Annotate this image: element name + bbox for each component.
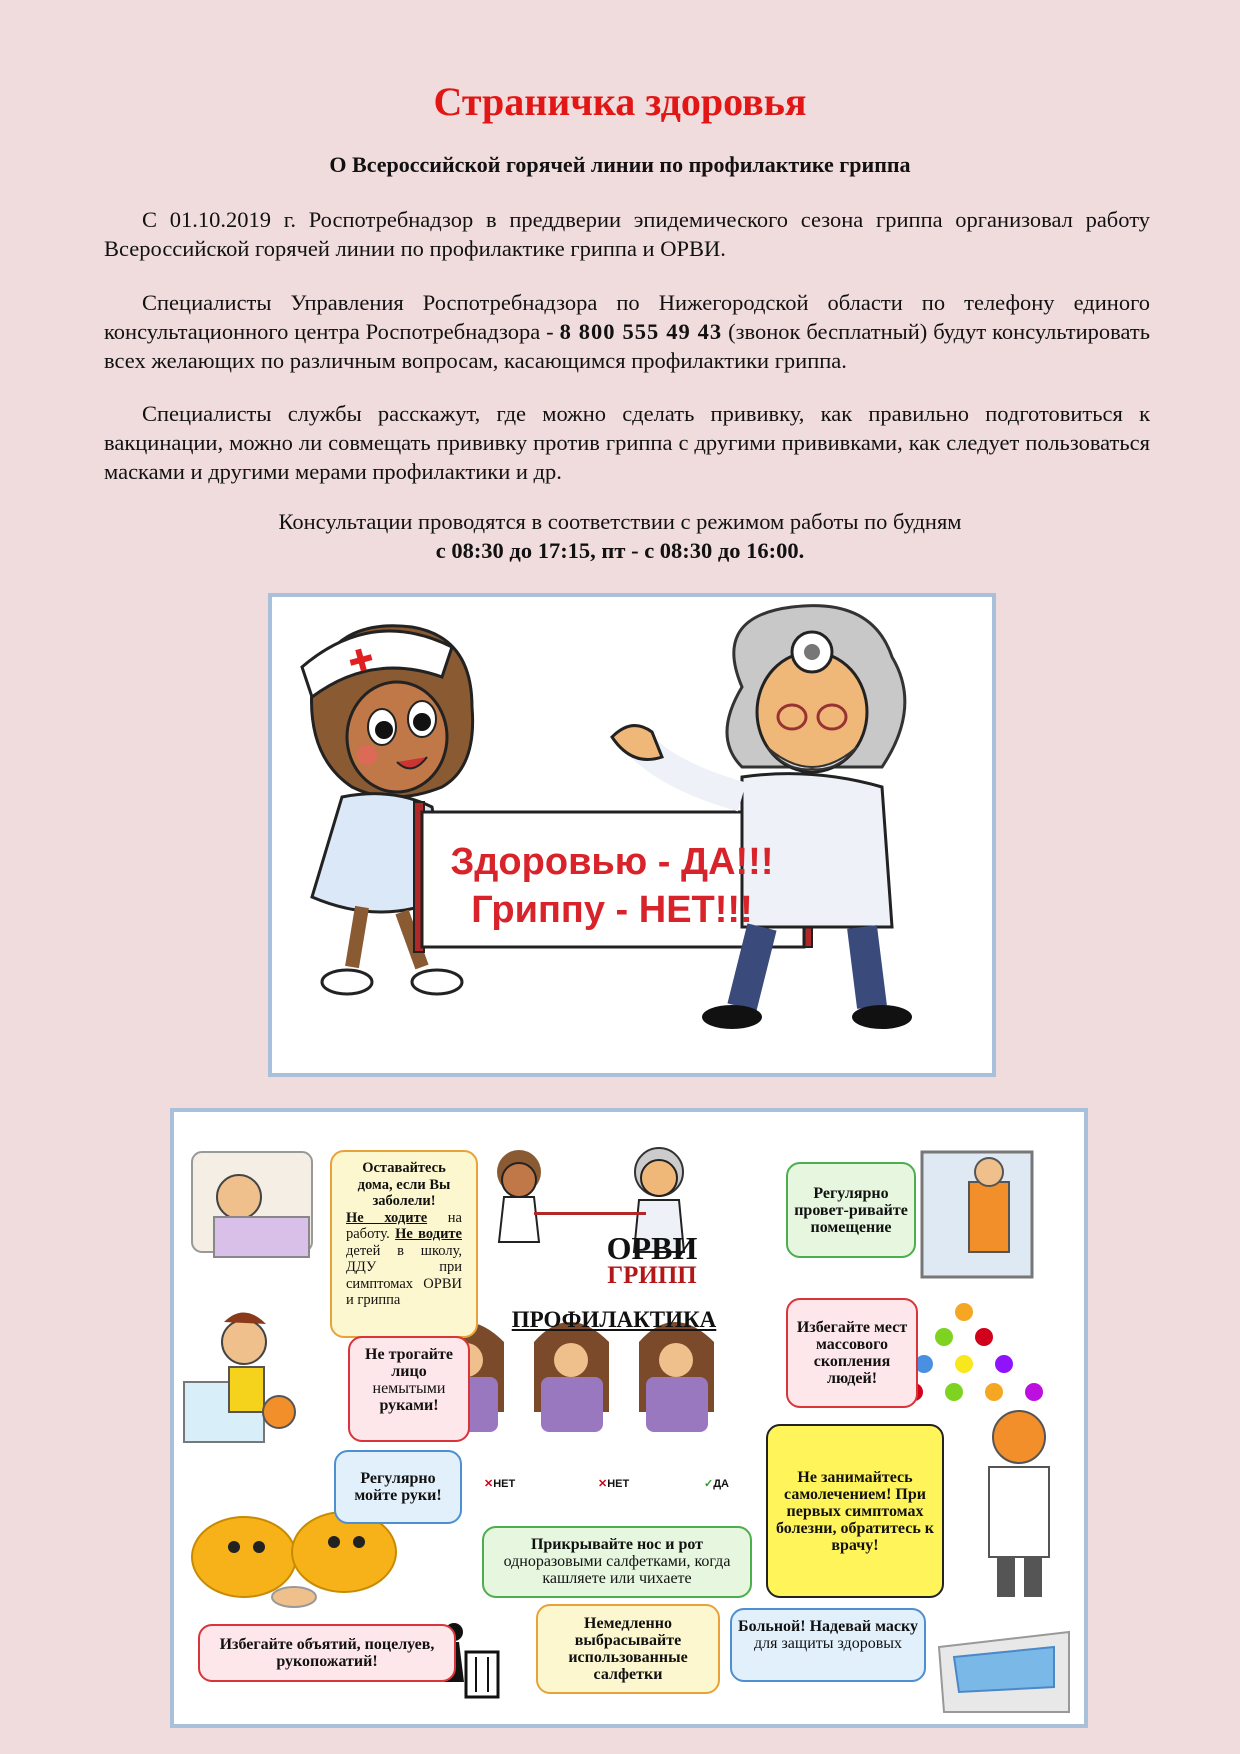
wear-mask-text: Больной! Надевай маску (738, 1618, 918, 1635)
wash-hands-text: Регулярно мойте руки! (354, 1470, 442, 1504)
paragraph-text-start: Специалисты Управления Роспотребнадзора по Нижегородской области по телефону единого консультационного центра Роспотребнадзора - (104, 290, 1150, 344)
doctor-nurse-illustration (272, 597, 992, 1073)
sick-child-illustration (192, 1152, 312, 1257)
avoid-hugs-advice (198, 1624, 456, 1682)
avoid-crowds-text: Избегайте мест массового скопления людей! (796, 1319, 908, 1387)
doctor-stethoscope-illustration (989, 1411, 1049, 1597)
stay-home-heading: Оставайтесь дома, если Вы заболели! (357, 1160, 451, 1209)
schedule-intro: Консультации проводятся в соответствии с режимом работы по будням (278, 509, 962, 534)
mask-box-illustration (939, 1632, 1069, 1712)
cover-nose-line2: одноразовыми салфетками, когда кашляете или чихаете (503, 1553, 731, 1587)
mark-yes: ✓ДА (704, 1478, 729, 1490)
do-not-go-text: Не ходите (346, 1209, 428, 1226)
to-work-text: на работу. (346, 1209, 462, 1242)
no-self-treatment-advice (766, 1424, 944, 1598)
flu-prevention-poster (170, 1108, 1088, 1728)
cover-nose-advice (482, 1526, 752, 1598)
avoid-crowds-advice (786, 1298, 918, 1408)
do-not-take-text: Не водите (395, 1226, 462, 1242)
banner-text-line2: Гриппу - НЕТ!!! (471, 889, 753, 931)
wash-hands-advice (334, 1450, 462, 1524)
paragraph-consultation-center (104, 288, 1150, 375)
no-touch-line1: Не трогайте лицо (365, 1346, 453, 1380)
header-profilaktika: ПРОФИЛАКТИКА (511, 1307, 717, 1332)
no-touch-line2: немытыми (372, 1380, 446, 1397)
page-subtitle: О Всероссийской горячей линии по профилактике гриппа (329, 152, 911, 177)
health-poster-image (268, 593, 996, 1077)
avoid-hugs-text: Избегайте объятий, поцелуев, рукопожатий! (219, 1636, 435, 1670)
smiley-faces-illustration (192, 1512, 396, 1607)
wear-mask-advice (730, 1608, 926, 1682)
mark-no-2: ✕НЕТ (598, 1478, 630, 1490)
children-text: детей в школу, ДДУ при симптомах ОРВИ и гриппа (346, 1242, 462, 1308)
no-self-treatment-text: Не занимайтесь самолечением! При первых симптомах болезни, обратитесь к врачу! (775, 1468, 935, 1554)
throw-away-text: Немедленно выбрасывайте использованные салфетки (568, 1615, 688, 1683)
phone-number: 8 800 555 49 43 (559, 319, 723, 344)
header-orvi: ОРВИ (606, 1230, 698, 1266)
ventilate-text: Регулярно провет-ривайте помещение (794, 1184, 908, 1236)
no-touch-line3: руками! (379, 1397, 439, 1414)
ventilate-advice (786, 1162, 916, 1258)
header-gripp: ГРИПП (607, 1262, 697, 1289)
schedule-hours: с 08:30 до 17:15, пт - с 08:30 до 16:00. (435, 538, 805, 563)
banner-text-line1: Здоровью - ДА!!! (450, 841, 774, 883)
page-title: Страничка здоровья (433, 79, 807, 124)
boy-washing-hands-illustration (184, 1312, 295, 1442)
coughing-girls-illustration (429, 1322, 714, 1432)
cover-nose-line1: Прикрывайте нос и рот (530, 1536, 704, 1553)
mark-no-1: ✕НЕТ (484, 1478, 516, 1490)
stay-home-advice (330, 1150, 478, 1338)
paragraph-specialists: Специалисты службы расскажут, где можно сделать прививку, как правильно подготовиться к вакцинации, можно ли совмещать прививку против гриппа с другими прививками, как следует пользоваться масками и другими мерами профилактики и др. (104, 401, 1150, 484)
paragraph-hotline-intro: С 01.10.2019 г. Роспотребнадзор в преддверии эпидемического сезона гриппа организовал работу Всероссийской горячей линии по профилактике гриппа и ОРВИ. (104, 207, 1150, 261)
open-window-illustration (922, 1152, 1032, 1277)
wear-mask-text-end: для защиты здоровых (753, 1635, 902, 1652)
throw-away-advice (536, 1604, 720, 1694)
paragraph-text-end: (звонок бесплатный) будут консультировать всех желающих по различным вопросам, касающимся профилактики гриппа. (104, 319, 1150, 373)
no-touch-face-advice (348, 1336, 470, 1442)
